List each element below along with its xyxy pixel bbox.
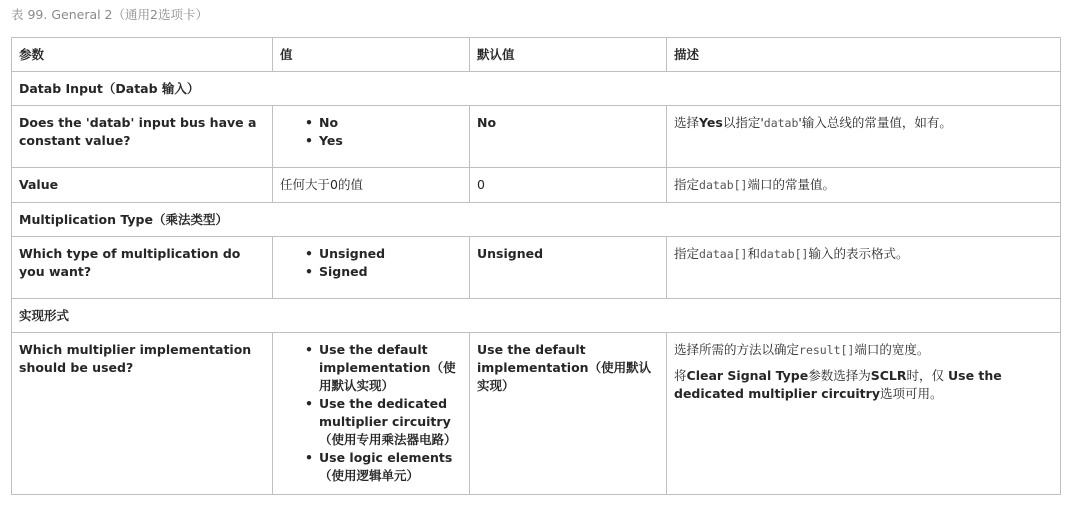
list-item: • Use the dedicated multiplier circuitry（使用专用乘法器电路） xyxy=(319,395,462,449)
desc-text: 和 xyxy=(747,246,760,261)
list-item: • No xyxy=(319,114,462,132)
param-cell: Which type of multiplication do you want? xyxy=(12,237,273,299)
desc-code: dataa[] xyxy=(699,247,748,261)
param-cell: Does the 'datab' input bus have a constant value? xyxy=(12,106,273,168)
desc-paragraph xyxy=(674,341,1053,359)
desc-text: 指定 xyxy=(674,177,700,192)
desc-bold: Use the dedicated multiplier circuitry xyxy=(674,368,1002,401)
table-row xyxy=(12,106,1061,168)
header-row xyxy=(12,38,1061,72)
desc-text: 端口的常量值。 xyxy=(747,177,835,192)
value-list xyxy=(280,114,462,150)
value-cell xyxy=(273,106,470,168)
desc-code: result[] xyxy=(799,343,855,357)
desc-text: 以指定' xyxy=(722,115,764,130)
desc-text: 输入的表示格式。 xyxy=(808,246,909,261)
description-cell xyxy=(667,333,1061,495)
desc-text: 选择 xyxy=(674,115,700,130)
desc-code: datab[] xyxy=(699,178,748,192)
value-cell: 任何大于0的值 xyxy=(273,168,470,203)
section-row xyxy=(12,203,1061,237)
desc-text: 参数选择为 xyxy=(808,368,871,383)
table-row xyxy=(12,237,1061,299)
desc-text: 时，仅 xyxy=(906,368,949,383)
section-row xyxy=(12,72,1061,106)
list-item: • Yes xyxy=(319,132,462,150)
desc-text: 指定 xyxy=(674,246,700,261)
table-row xyxy=(12,333,1061,495)
description-cell xyxy=(667,168,1061,203)
desc-bold: SCLR xyxy=(870,368,907,383)
desc-text: '输入总线的常量值，如有。 xyxy=(798,115,952,130)
section-implementation: 实现形式 xyxy=(12,299,1061,333)
section-multiplication-type: Multiplication Type（乘法类型） xyxy=(12,203,1061,237)
desc-text: 端口的宽度。 xyxy=(854,342,930,357)
param-cell: Which multiplier implementation should be used? xyxy=(12,333,273,495)
desc-paragraph xyxy=(674,367,1053,403)
table-row xyxy=(12,168,1061,203)
section-datab-input: Datab Input（Datab 输入） xyxy=(12,72,1061,106)
desc-text: 选项可用。 xyxy=(879,386,943,401)
table-caption: 表 99. General 2（通用2选项卡） xyxy=(11,7,208,22)
value-cell xyxy=(273,333,470,495)
desc-code: datab[] xyxy=(760,247,809,261)
default-cell: Unsigned xyxy=(470,237,667,299)
desc-code: datab xyxy=(763,116,799,130)
default-cell: 0 xyxy=(470,168,667,203)
desc-text: 将 xyxy=(674,368,687,383)
section-row xyxy=(12,299,1061,333)
header-param: 参数 xyxy=(12,38,273,72)
default-cell: Use the default implementation（使用默认实现） xyxy=(470,333,667,495)
list-item: • Signed xyxy=(319,263,462,281)
default-cell: No xyxy=(470,106,667,168)
list-item: • Unsigned xyxy=(319,245,462,263)
param-cell: Value xyxy=(12,168,273,203)
desc-bold: Clear Signal Type xyxy=(686,368,809,383)
desc-bold: Yes xyxy=(699,115,723,130)
header-description: 描述 xyxy=(667,38,1061,72)
list-item: • Use the default implementation（使用默认实现） xyxy=(319,341,462,395)
header-value: 值 xyxy=(273,38,470,72)
header-default: 默认值 xyxy=(470,38,667,72)
parameter-table xyxy=(11,37,1061,495)
list-item: • Use logic elements（使用逻辑单元） xyxy=(319,449,462,485)
description-cell xyxy=(667,106,1061,168)
value-list xyxy=(280,341,462,485)
value-cell xyxy=(273,237,470,299)
value-list xyxy=(280,245,462,281)
description-cell xyxy=(667,237,1061,299)
desc-text: 选择所需的方法以确定 xyxy=(674,342,800,357)
